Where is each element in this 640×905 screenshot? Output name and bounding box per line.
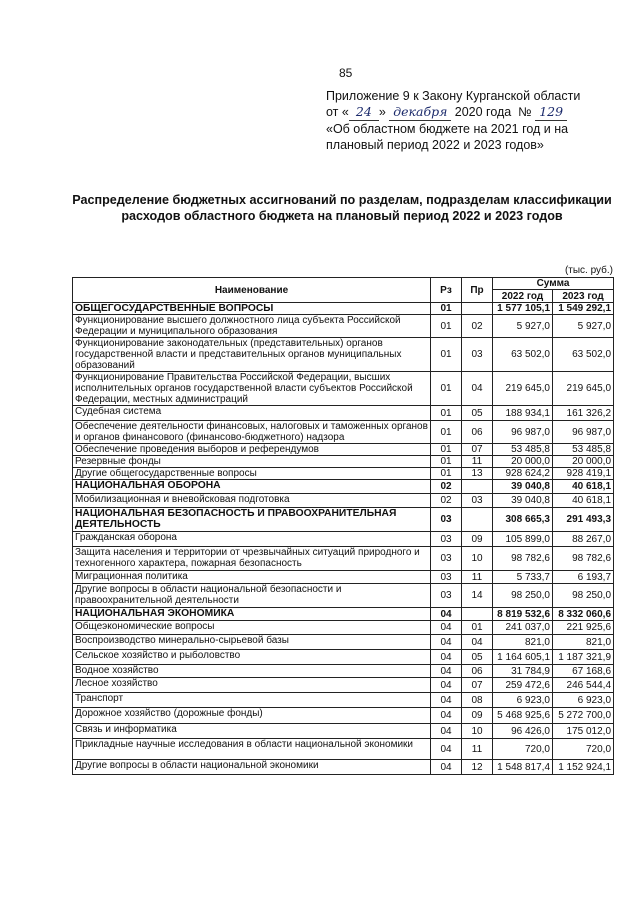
- cell-pr: 12: [462, 760, 493, 775]
- table-row: [73, 456, 614, 468]
- table-row: [73, 547, 614, 571]
- cell-rz: 02: [431, 480, 462, 494]
- handwritten-day: 24: [349, 104, 379, 121]
- cell-pr: 02: [462, 315, 493, 338]
- cell-2022: 1 548 817,4: [493, 760, 553, 775]
- table-row: [73, 494, 614, 508]
- cell-name: Другие вопросы в области национальной экономики: [73, 760, 431, 775]
- cell-pr: 01: [462, 621, 493, 635]
- table-row: [73, 468, 614, 480]
- cell-rz: 03: [431, 584, 462, 608]
- table-row: [73, 739, 614, 760]
- cell-pr: [462, 303, 493, 315]
- table-row: [73, 621, 614, 635]
- cell-name: Общеэкономические вопросы: [73, 621, 431, 635]
- table-row: [73, 444, 614, 456]
- table-row: [73, 338, 614, 372]
- header-2022: 2022 год: [493, 290, 553, 303]
- cell-2022: 63 502,0: [493, 338, 553, 372]
- cell-name: Функционирование высшего должностного лица субъекта Российской Федерации и муниципального образования: [73, 315, 431, 338]
- cell-pr: 04: [462, 372, 493, 406]
- cell-2022: 98 782,6: [493, 547, 553, 571]
- section-row: [73, 303, 614, 315]
- header-sum: Сумма: [493, 278, 614, 290]
- units-label: (тыс. руб.): [564, 265, 613, 276]
- year-text: 2020 года: [454, 105, 512, 119]
- cell-2023: 246 544,4: [553, 678, 614, 693]
- cell-name: Водное хозяйство: [73, 665, 431, 678]
- cell-rz: 04: [431, 708, 462, 724]
- cell-2023: 291 493,3: [553, 508, 614, 532]
- cell-pr: 11: [462, 739, 493, 760]
- cell-2023: 53 485,8: [553, 444, 614, 456]
- cell-rz: 01: [431, 338, 462, 372]
- cell-pr: 09: [462, 708, 493, 724]
- cell-2022: 20 000,0: [493, 456, 553, 468]
- table-row: [73, 372, 614, 406]
- table-row: [73, 532, 614, 547]
- cell-2022: 6 923,0: [493, 693, 553, 708]
- cell-rz: 04: [431, 724, 462, 739]
- table-row: [73, 678, 614, 693]
- header-rz: Рз: [431, 278, 462, 303]
- section-row: [73, 608, 614, 621]
- cell-rz: 03: [431, 571, 462, 584]
- cell-2023: 8 332 060,6: [553, 608, 614, 621]
- cell-pr: 05: [462, 406, 493, 421]
- cell-pr: 13: [462, 468, 493, 480]
- cell-name: Лесное хозяйство: [73, 678, 431, 693]
- cell-rz: 04: [431, 760, 462, 775]
- cell-name: Сельское хозяйство и рыболовство: [73, 650, 431, 665]
- cell-name: Другие общегосударственные вопросы: [73, 468, 431, 480]
- cell-2023: 67 168,6: [553, 665, 614, 678]
- table-row: [73, 406, 614, 421]
- cell-2023: 88 267,0: [553, 532, 614, 547]
- cell-2023: 96 987,0: [553, 421, 614, 444]
- cell-2023: 5 272 700,0: [553, 708, 614, 724]
- cell-rz: 04: [431, 635, 462, 650]
- cell-2022: 39 040,8: [493, 480, 553, 494]
- cell-2022: 308 665,3: [493, 508, 553, 532]
- cell-name: Воспроизводство минерально-сырьевой базы: [73, 635, 431, 650]
- cell-pr: [462, 608, 493, 621]
- cell-name: ОБЩЕГОСУДАРСТВЕННЫЕ ВОПРОСЫ: [73, 303, 431, 315]
- cell-rz: 04: [431, 678, 462, 693]
- table-row: [73, 315, 614, 338]
- cell-2023: 40 618,1: [553, 480, 614, 494]
- cell-name: Мобилизационная и вневойсковая подготовка: [73, 494, 431, 508]
- cell-2023: 1 187 321,9: [553, 650, 614, 665]
- cell-name: Судебная система: [73, 406, 431, 421]
- document-title: Распределение бюджетных ассигнований по разделам, подразделам классификации расходов областного бюджета на плановый период 2022 и 2023 годов: [72, 193, 612, 223]
- table-row: [73, 650, 614, 665]
- cell-2023: 175 012,0: [553, 724, 614, 739]
- cell-2022: 241 037,0: [493, 621, 553, 635]
- cell-2022: 5 927,0: [493, 315, 553, 338]
- page-number: 85: [339, 66, 353, 80]
- cell-2023: 821,0: [553, 635, 614, 650]
- cell-rz: 02: [431, 494, 462, 508]
- cell-2022: 96 987,0: [493, 421, 553, 444]
- cell-pr: 04: [462, 635, 493, 650]
- cell-name: Миграционная политика: [73, 571, 431, 584]
- cell-pr: 11: [462, 456, 493, 468]
- cell-pr: 06: [462, 665, 493, 678]
- cell-pr: 03: [462, 494, 493, 508]
- cell-2022: 5 733,7: [493, 571, 553, 584]
- table-row: [73, 693, 614, 708]
- table-row: [73, 635, 614, 650]
- cell-pr: 10: [462, 724, 493, 739]
- cell-2023: 1 549 292,1: [553, 303, 614, 315]
- cell-rz: 01: [431, 372, 462, 406]
- cell-2022: 720,0: [493, 739, 553, 760]
- cell-2023: 6 923,0: [553, 693, 614, 708]
- cell-rz: 04: [431, 665, 462, 678]
- cell-2023: 720,0: [553, 739, 614, 760]
- header-name: Наименование: [73, 278, 431, 303]
- cell-2023: 6 193,7: [553, 571, 614, 584]
- cell-name: Функционирование законодательных (представительных) органов государственной власти и представительных органов муниципальных образований: [73, 338, 431, 372]
- cell-rz: 04: [431, 693, 462, 708]
- cell-2022: 39 040,8: [493, 494, 553, 508]
- cell-name: Функционирование Правительства Российской Федерации, высших исполнительных органов государственной власти субъектов Российской Федерации, местных администраций: [73, 372, 431, 406]
- table-row: [73, 760, 614, 775]
- section-row: [73, 508, 614, 532]
- appendix-line-1: Приложение 9 к Закону Курганской области: [326, 89, 581, 103]
- cell-rz: 04: [431, 621, 462, 635]
- cell-2023: 63 502,0: [553, 338, 614, 372]
- cell-name: Обеспечение проведения выборов и референдумов: [73, 444, 431, 456]
- cell-pr: 05: [462, 650, 493, 665]
- handwritten-month: декабря: [389, 104, 451, 121]
- cell-name: Прикладные научные исследования в области национальной экономики: [73, 739, 431, 760]
- cell-name: НАЦИОНАЛЬНАЯ БЕЗОПАСНОСТЬ И ПРАВООХРАНИТЕЛЬНАЯ ДЕЯТЕЛЬНОСТЬ: [73, 508, 431, 532]
- appendix-date-line: от « 24 » декабря 2020 года № 129: [326, 104, 626, 121]
- cell-2022: 96 426,0: [493, 724, 553, 739]
- appendix-line-4: плановый период 2022 и 2023 годов»: [326, 138, 544, 152]
- cell-name: Резервные фонды: [73, 456, 431, 468]
- cell-2023: 98 782,6: [553, 547, 614, 571]
- cell-rz: 01: [431, 468, 462, 480]
- cell-pr: [462, 508, 493, 532]
- cell-rz: 03: [431, 547, 462, 571]
- cell-2023: 161 326,2: [553, 406, 614, 421]
- budget-table: [72, 277, 614, 775]
- appendix-line-3: «Об областном бюджете на 2021 год и на: [326, 122, 569, 136]
- cell-name: Связь и информатика: [73, 724, 431, 739]
- cell-rz: 01: [431, 406, 462, 421]
- table-row: [73, 421, 614, 444]
- cell-name: Защита населения и территории от чрезвычайных ситуаций природного и техногенного характера, пожарная безопасность: [73, 547, 431, 571]
- cell-rz: 01: [431, 456, 462, 468]
- cell-2022: 31 784,9: [493, 665, 553, 678]
- cell-pr: [462, 480, 493, 494]
- cell-2022: 105 899,0: [493, 532, 553, 547]
- cell-pr: 14: [462, 584, 493, 608]
- cell-2022: 5 468 925,6: [493, 708, 553, 724]
- cell-2023: 40 618,1: [553, 494, 614, 508]
- table-row: [73, 584, 614, 608]
- header-2023: 2023 год: [553, 290, 614, 303]
- table-row: [73, 571, 614, 584]
- cell-name: НАЦИОНАЛЬНАЯ ЭКОНОМИКА: [73, 608, 431, 621]
- cell-pr: 10: [462, 547, 493, 571]
- cell-2023: 1 152 924,1: [553, 760, 614, 775]
- cell-rz: 04: [431, 608, 462, 621]
- cell-rz: 03: [431, 508, 462, 532]
- cell-pr: 11: [462, 571, 493, 584]
- cell-2022: 98 250,0: [493, 584, 553, 608]
- cell-pr: 07: [462, 444, 493, 456]
- cell-2022: 219 645,0: [493, 372, 553, 406]
- appendix-header: [326, 88, 626, 153]
- cell-2022: 1 577 105,1: [493, 303, 553, 315]
- cell-2022: 821,0: [493, 635, 553, 650]
- cell-pr: 03: [462, 338, 493, 372]
- cell-rz: 01: [431, 303, 462, 315]
- section-row: [73, 480, 614, 494]
- header-pr: Пр: [462, 278, 493, 303]
- table-row: [73, 708, 614, 724]
- cell-rz: 03: [431, 532, 462, 547]
- table-body: [73, 303, 614, 775]
- cell-name: НАЦИОНАЛЬНАЯ ОБОРОНА: [73, 480, 431, 494]
- cell-name: Транспорт: [73, 693, 431, 708]
- cell-rz: 04: [431, 650, 462, 665]
- cell-2022: 928 624,2: [493, 468, 553, 480]
- date-prefix: от: [326, 105, 339, 119]
- cell-2023: 20 000,0: [553, 456, 614, 468]
- cell-2022: 53 485,8: [493, 444, 553, 456]
- cell-pr: 06: [462, 421, 493, 444]
- table-row: [73, 665, 614, 678]
- cell-rz: 01: [431, 444, 462, 456]
- cell-2023: 98 250,0: [553, 584, 614, 608]
- handwritten-number: 129: [535, 104, 567, 121]
- cell-name: Обеспечение деятельности финансовых, налоговых и таможенных органов и органов финансового (финансово-бюджетного) надзора: [73, 421, 431, 444]
- cell-name: Другие вопросы в области национальной безопасности и правоохранительной деятельности: [73, 584, 431, 608]
- cell-2022: 259 472,6: [493, 678, 553, 693]
- cell-2023: 5 927,0: [553, 315, 614, 338]
- cell-2023: 221 925,6: [553, 621, 614, 635]
- cell-name: Гражданская оборона: [73, 532, 431, 547]
- cell-pr: 09: [462, 532, 493, 547]
- cell-pr: 08: [462, 693, 493, 708]
- table-row: [73, 724, 614, 739]
- cell-rz: 01: [431, 421, 462, 444]
- cell-rz: 01: [431, 315, 462, 338]
- cell-2022: 1 164 605,1: [493, 650, 553, 665]
- cell-2022: 8 819 532,6: [493, 608, 553, 621]
- cell-2023: 219 645,0: [553, 372, 614, 406]
- number-label: №: [518, 105, 532, 119]
- cell-pr: 07: [462, 678, 493, 693]
- cell-rz: 04: [431, 739, 462, 760]
- cell-2022: 188 934,1: [493, 406, 553, 421]
- cell-2023: 928 419,1: [553, 468, 614, 480]
- cell-name: Дорожное хозяйство (дорожные фонды): [73, 708, 431, 724]
